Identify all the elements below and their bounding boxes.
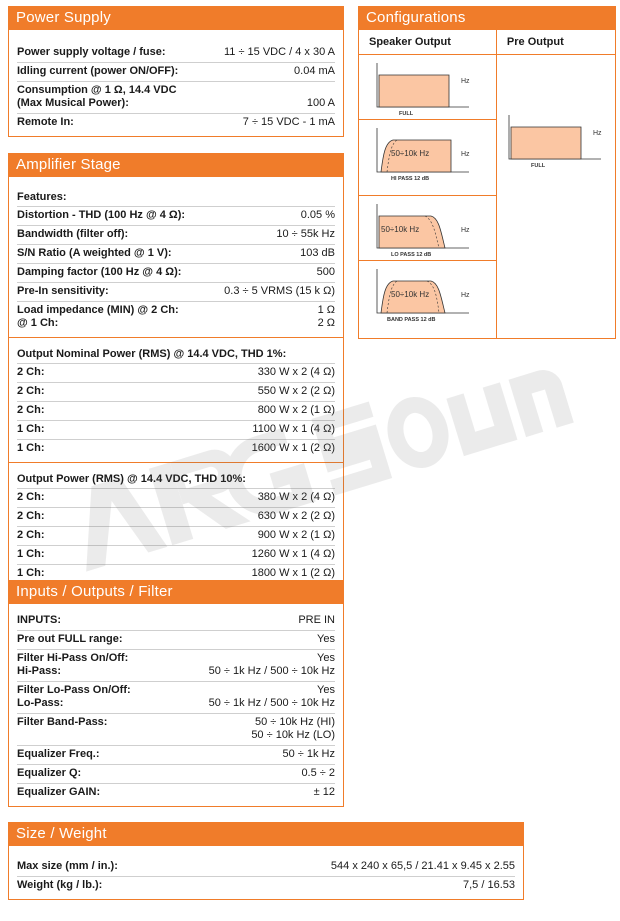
hi-pass-response-icon bbox=[369, 126, 487, 182]
spec-list bbox=[9, 846, 523, 899]
amplifier-stage-section bbox=[8, 153, 344, 588]
spec-label: Remote In: bbox=[17, 116, 74, 128]
band-label: 50÷10k Hz bbox=[381, 225, 420, 234]
spec-value: 380 W x 2 (4 Ω) bbox=[257, 491, 335, 503]
spec-list bbox=[17, 207, 335, 333]
spec-row bbox=[17, 82, 335, 114]
section-title: Size / Weight bbox=[8, 822, 524, 846]
spec-value: 1260 W x 1 (4 Ω) bbox=[251, 548, 335, 560]
spec-row bbox=[17, 226, 335, 245]
spec-row bbox=[17, 421, 335, 440]
section-title: Power Supply bbox=[8, 6, 344, 30]
axis-unit-label: Hz bbox=[461, 292, 470, 299]
speaker-diagram-cell bbox=[359, 196, 496, 261]
speaker-output-column bbox=[359, 30, 497, 338]
spec-row bbox=[17, 402, 335, 421]
band-label: 50÷10k Hz bbox=[391, 149, 430, 158]
diagram-caption: FULL bbox=[399, 111, 414, 117]
spec-row bbox=[17, 44, 335, 63]
spec-label: 1 Ch: bbox=[17, 442, 45, 454]
section-title: Amplifier Stage bbox=[8, 153, 344, 177]
spec-label: Distortion - THD (100 Hz @ 4 Ω): bbox=[17, 209, 186, 221]
spec-label: Idling current (power ON/OFF): bbox=[17, 65, 179, 77]
spec-value: 50 ÷ 1k Hz bbox=[282, 748, 335, 760]
spec-value: Yes bbox=[317, 633, 335, 645]
spec-value: 900 W x 2 (1 Ω) bbox=[257, 529, 335, 541]
full-range-response-icon bbox=[369, 61, 487, 117]
spec-value: 500 bbox=[316, 266, 335, 278]
spec-row bbox=[17, 612, 335, 631]
pre-output-label: Pre Output bbox=[497, 30, 615, 55]
spec-row bbox=[17, 546, 335, 565]
spec-label: 1 Ch: bbox=[17, 567, 45, 579]
spec-value: ± 12 bbox=[313, 786, 335, 798]
spec-value: 800 W x 2 (1 Ω) bbox=[257, 404, 335, 416]
diagram-caption: HI PASS 12 dB bbox=[391, 176, 430, 182]
spec-value: 103 dB bbox=[300, 247, 335, 259]
spec-label: Pre-In sensitivity: bbox=[17, 285, 109, 297]
spec-label: 2 Ch: bbox=[17, 385, 45, 397]
spec-label: 2 Ch: bbox=[17, 529, 45, 541]
io-filter-section bbox=[8, 580, 344, 807]
band-pass-response-icon bbox=[369, 267, 487, 323]
configurations-section bbox=[358, 6, 616, 339]
spec-value: 1600 W x 1 (2 Ω) bbox=[251, 442, 335, 454]
spec-row bbox=[17, 682, 335, 714]
spec-value: 100 A bbox=[306, 97, 335, 109]
speaker-diagram-cell bbox=[359, 120, 496, 196]
spec-row bbox=[17, 877, 515, 895]
spec-value: 11 ÷ 15 VDC / 4 x 30 A bbox=[223, 46, 335, 58]
pre-output-diagram bbox=[497, 55, 615, 325]
spec-row bbox=[17, 631, 335, 650]
spec-value: 0.04 mA bbox=[294, 65, 335, 77]
spec-row bbox=[17, 245, 335, 264]
axis-unit-label: Hz bbox=[461, 227, 470, 234]
speaker-output-label: Speaker Output bbox=[359, 30, 496, 55]
spec-label: Power supply voltage / fuse: bbox=[17, 46, 166, 58]
spec-value: 7 ÷ 15 VDC - 1 mA bbox=[242, 116, 335, 128]
nominal-power-label: Output Nominal Power (RMS) @ 14.4 VDC, THD 1%: bbox=[17, 342, 335, 364]
spec-label: Filter Band-Pass: bbox=[17, 716, 108, 728]
spec-value: 50 ÷ 10k Hz (HI) 50 ÷ 10k Hz (LO) bbox=[251, 716, 335, 741]
section-title: Inputs / Outputs / Filter bbox=[8, 580, 344, 604]
spec-row bbox=[17, 714, 335, 746]
diagram-caption: FULL bbox=[530, 163, 545, 169]
spec-label: Equalizer Freq.: bbox=[17, 748, 100, 760]
response-curve bbox=[511, 127, 581, 159]
spec-row bbox=[17, 383, 335, 402]
spec-label: 2 Ch: bbox=[17, 510, 45, 522]
spec-list bbox=[9, 30, 343, 136]
spec-value: 1 Ω 2 Ω bbox=[317, 304, 335, 329]
spec-value: 550 W x 2 (2 Ω) bbox=[257, 385, 335, 397]
spec-list bbox=[17, 489, 335, 583]
spec-label: 2 Ch: bbox=[17, 491, 45, 503]
spec-value: 0.5 ÷ 2 bbox=[301, 767, 335, 779]
spec-value: PRE IN bbox=[298, 614, 335, 626]
diagram-caption: BAND PASS 12 dB bbox=[387, 317, 436, 323]
spec-row bbox=[17, 364, 335, 383]
spec-row bbox=[17, 264, 335, 283]
spec-row bbox=[17, 283, 335, 302]
features-label: Features: bbox=[17, 185, 335, 207]
spec-value: 630 W x 2 (2 Ω) bbox=[257, 510, 335, 522]
spec-row bbox=[17, 489, 335, 508]
diagram-caption: LO PASS 12 dB bbox=[391, 252, 432, 258]
spec-list bbox=[17, 364, 335, 458]
spec-value: Yes 50 ÷ 1k Hz / 500 ÷ 10k Hz bbox=[208, 684, 335, 709]
spec-list bbox=[9, 604, 343, 806]
section-title: Configurations bbox=[358, 6, 616, 30]
spec-value: 544 x 240 x 65,5 / 21.41 x 9.45 x 2.55 bbox=[330, 860, 515, 872]
spec-value: 1100 W x 1 (4 Ω) bbox=[252, 423, 335, 435]
output-power-label: Output Power (RMS) @ 14.4 VDC, THD 10%: bbox=[17, 467, 335, 489]
spec-row bbox=[17, 63, 335, 82]
size-weight-section bbox=[8, 822, 524, 900]
spec-label: Pre out FULL range: bbox=[17, 633, 123, 645]
spec-value: 0.05 % bbox=[300, 209, 335, 221]
spec-row bbox=[17, 508, 335, 527]
spec-label: Equalizer Q: bbox=[17, 767, 82, 779]
lo-pass-response-icon bbox=[369, 202, 487, 258]
axis-unit-label: Hz bbox=[461, 151, 470, 158]
spec-row bbox=[17, 746, 335, 765]
band-label: 50÷10k Hz bbox=[391, 290, 430, 299]
spec-label: Load impedance (MIN) @ 2 Ch: @ 1 Ch: bbox=[17, 304, 179, 329]
spec-row bbox=[17, 302, 335, 333]
spec-row bbox=[17, 114, 335, 132]
spec-label: 1 Ch: bbox=[17, 423, 45, 435]
spec-value: 10 ÷ 55k Hz bbox=[276, 228, 335, 240]
spec-label: Filter Hi-Pass On/Off: Hi-Pass: bbox=[17, 652, 129, 677]
spec-label: Consumption @ 1 Ω, 14.4 VDC (Max Musical Power): bbox=[17, 84, 177, 109]
spec-label: Filter Lo-Pass On/Off: Lo-Pass: bbox=[17, 684, 131, 709]
full-range-response-icon bbox=[501, 113, 619, 169]
spec-value: Yes 50 ÷ 1k Hz / 500 ÷ 10k Hz bbox=[208, 652, 335, 677]
spec-row bbox=[17, 527, 335, 546]
axis-unit-label: Hz bbox=[461, 78, 470, 85]
spec-label: 2 Ch: bbox=[17, 404, 45, 416]
spec-row bbox=[17, 784, 335, 802]
response-curve bbox=[379, 75, 449, 107]
spec-value: 330 W x 2 (4 Ω) bbox=[257, 366, 335, 378]
spec-label: S/N Ratio (A weighted @ 1 V): bbox=[17, 247, 172, 259]
spec-value: 1800 W x 1 (2 Ω) bbox=[251, 567, 335, 579]
spec-row bbox=[17, 858, 515, 877]
spec-row bbox=[17, 207, 335, 226]
power-supply-section bbox=[8, 6, 344, 137]
pre-output-column bbox=[497, 30, 615, 338]
speaker-diagram-cell bbox=[359, 55, 496, 120]
spec-value: 7,5 / 16.53 bbox=[463, 879, 515, 891]
speaker-diagram-list bbox=[359, 55, 496, 329]
spec-label: 2 Ch: bbox=[17, 366, 45, 378]
spec-row bbox=[17, 650, 335, 682]
spec-label: INPUTS: bbox=[17, 614, 61, 626]
spec-row bbox=[17, 765, 335, 784]
spec-value: 0.3 ÷ 5 VRMS (15 k Ω) bbox=[224, 285, 335, 297]
spec-label: Bandwidth (filter off): bbox=[17, 228, 129, 240]
speaker-diagram-cell bbox=[359, 261, 496, 329]
spec-label: Weight (kg / lb.): bbox=[17, 879, 103, 891]
spec-label: Equalizer GAIN: bbox=[17, 786, 101, 798]
spec-label: 1 Ch: bbox=[17, 548, 45, 560]
spec-label: Max size (mm / in.): bbox=[17, 860, 118, 872]
spec-label: Damping factor (100 Hz @ 4 Ω): bbox=[17, 266, 182, 278]
axis-unit-label: Hz bbox=[592, 130, 602, 137]
spec-row bbox=[17, 440, 335, 458]
